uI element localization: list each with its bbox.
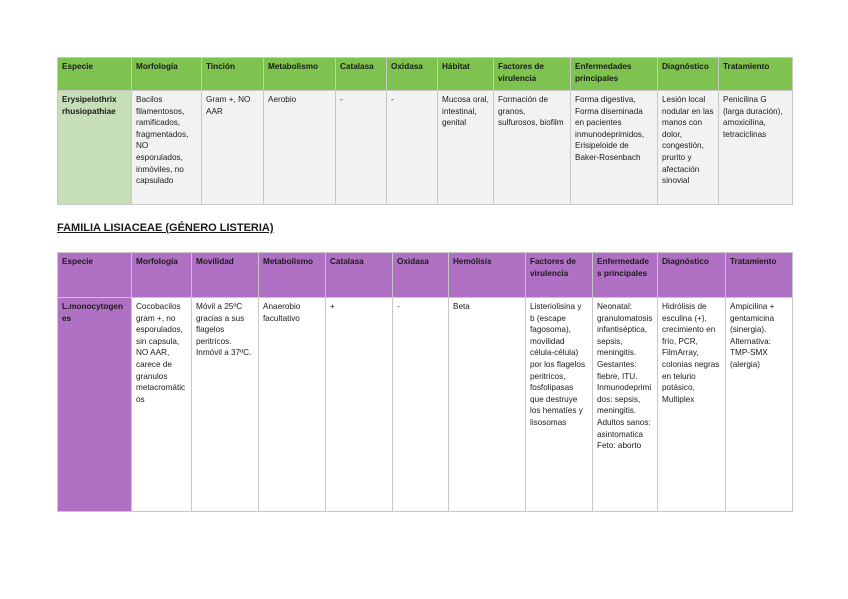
cell-enfermedades: Neonatal: granulomatosis infantiséptica, sepsis, meningitis. Gestantes: fiebre, ITU. Inmunodeprimidos: sepsis, meningitis. Adultos sanos: asintomatica Feto: aborto: [593, 298, 658, 512]
cell-morfologia: Bacilos filamentosos, ramificados, fragmentados, NO esporulados, inmóviles, no capsulado: [132, 91, 202, 205]
header-factores-virulencia: Factores de virulencia: [526, 253, 593, 298]
cell-especie: Erysipelothrix rhusiopathiae: [58, 91, 132, 205]
header-tincion: Tinción: [202, 58, 264, 91]
header-catalasa: Catalasa: [326, 253, 393, 298]
cell-oxidasa: -: [393, 298, 449, 512]
cell-factores-virulencia: Listeriolisina y b (escape fagosoma), movilidad célula-célula) por los flagelos peritricos, fosfolipasas que destruye los hematíes y lisosomas: [526, 298, 593, 512]
header-enfermedades: Enfermedades principales: [593, 253, 658, 298]
cell-tratamiento: Penicilina G (larga duración), amoxicilina, tetraciclinas: [719, 91, 793, 205]
cell-morfologia: Cocobacilos gram +, no esporulados, sin capsula, NO AAR, carece de granulos metacromáticos: [132, 298, 192, 512]
cell-movilidad: Móvil a 25ºC gracias a sus flagelos peritricos. Inmóvil a 37ºC.: [192, 298, 259, 512]
table-row: [58, 91, 793, 205]
cell-catalasa: +: [326, 298, 393, 512]
cell-diagnostico: Hidrólisis de esculina (+), crecimiento en frío, PCR, FilmArray, colonias negras en telurio potásico, Multiplex: [658, 298, 726, 512]
header-tratamiento: Tratamiento: [719, 58, 793, 91]
cell-tratamiento: Ampicilina + gentamicina (sinergia). Alternativa: TMP-SMX (alergia): [726, 298, 793, 512]
table-header-row: [58, 58, 793, 91]
cell-metabolismo: Aerobio: [264, 91, 336, 205]
table-row: [58, 298, 793, 512]
header-hemolisis: Hemólisis: [449, 253, 526, 298]
table-header-row: [58, 253, 793, 298]
header-oxidasa: Oxidasa: [393, 253, 449, 298]
cell-catalasa: -: [336, 91, 387, 205]
header-factores-virulencia: Factores de virulencia: [494, 58, 571, 91]
header-enfermedades: Enfermedades principales: [571, 58, 658, 91]
header-oxidasa: Oxidasa: [387, 58, 438, 91]
cell-enfermedades: Forma digestiva, Forma diseminada en pacientes inmunodeprimidos, Erisipeloide de Baker-Rosenbach: [571, 91, 658, 205]
section-title: FAMILIA LISIACEAE (GÉNERO LISTERIA): [57, 222, 274, 234]
cell-tincion: Gram +, NO AAR: [202, 91, 264, 205]
header-metabolismo: Metabolismo: [264, 58, 336, 91]
header-especie: Especie: [58, 58, 132, 91]
header-diagnostico: Diagnóstico: [658, 58, 719, 91]
header-tratamiento: Tratamiento: [726, 253, 793, 298]
erysipelothrix-table: [57, 57, 793, 205]
cell-habitat: Mucosa oral, intestinal, genital: [438, 91, 494, 205]
header-metabolismo: Metabolismo: [259, 253, 326, 298]
cell-factores-virulencia: Formación de granos, sulfurosos, biofilm: [494, 91, 571, 205]
header-habitat: Hábitat: [438, 58, 494, 91]
listeria-table: [57, 252, 793, 512]
cell-oxidasa: -: [387, 91, 438, 205]
header-morfologia: Morfología: [132, 253, 192, 298]
cell-diagnostico: Lesión local nodular en las manos con dolor, congestión, prurito y afectación sinovial: [658, 91, 719, 205]
header-catalasa: Catalasa: [336, 58, 387, 91]
cell-metabolismo: Anaerobio facultativo: [259, 298, 326, 512]
cell-hemolisis: Beta: [449, 298, 526, 512]
header-especie: Especie: [58, 253, 132, 298]
header-morfologia: Morfología: [132, 58, 202, 91]
cell-especie: L.monocytogenes: [58, 298, 132, 512]
header-diagnostico: Diagnóstico: [658, 253, 726, 298]
header-movilidad: Movilidad: [192, 253, 259, 298]
